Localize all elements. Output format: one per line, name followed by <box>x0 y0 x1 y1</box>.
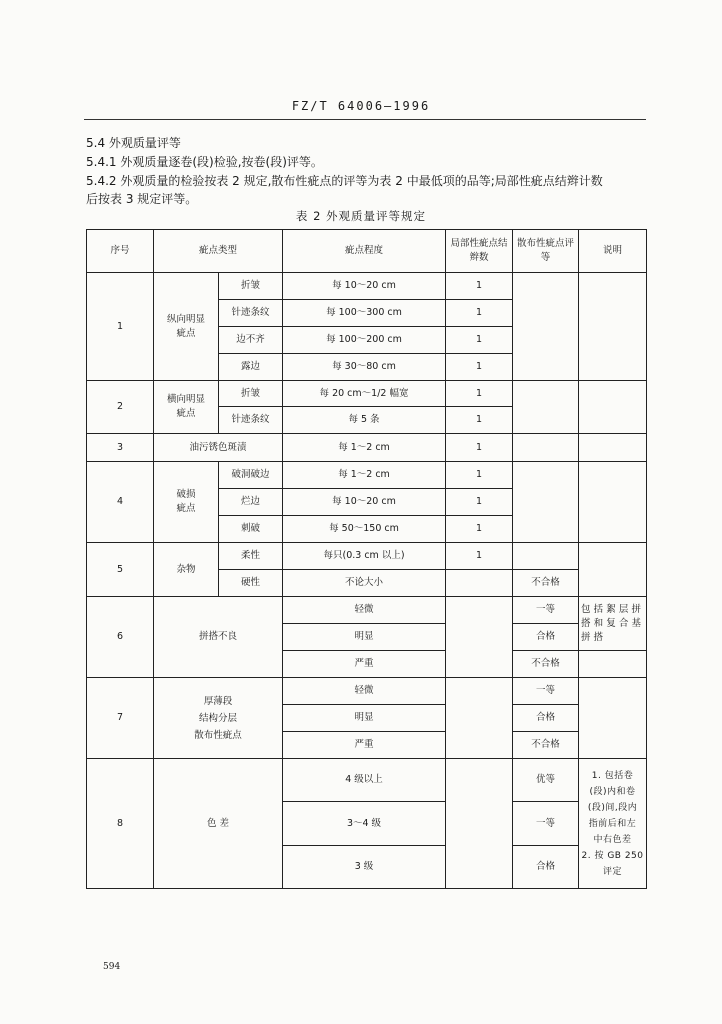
note-line: (段)间,段内 <box>587 802 638 813</box>
scatter-grade: 合格 <box>513 624 579 651</box>
note-empty <box>579 462 647 543</box>
defect-subtype: 破洞破边 <box>219 462 283 489</box>
defect-degree: 每 30～80 cm <box>283 354 446 381</box>
defect-subtype: 刺破 <box>219 516 283 543</box>
local-count: 1 <box>446 462 513 489</box>
note-empty <box>579 678 647 759</box>
defect-subtype: 露边 <box>219 354 283 381</box>
scatter-grade-empty <box>513 273 579 381</box>
table-row <box>87 678 647 705</box>
defect-category: 拼搭不良 <box>154 597 283 678</box>
header-note: 说明 <box>579 230 647 273</box>
defect-degree: 每 1～2 cm <box>283 434 446 462</box>
local-count: 1 <box>446 516 513 543</box>
local-count: 1 <box>446 489 513 516</box>
defect-degree: 3 级 <box>283 846 446 889</box>
defect-degree: 每 5 条 <box>283 407 446 434</box>
table-row <box>87 273 647 300</box>
scatter-grade-empty <box>513 381 579 434</box>
scatter-grade: 不合格 <box>513 732 579 759</box>
row-no: 7 <box>87 678 154 759</box>
table-caption: 表 2 外观质量评等规定 <box>295 209 427 223</box>
defect-subtype: 针迹条纹 <box>219 300 283 327</box>
defect-subtype: 硬性 <box>219 570 283 597</box>
scatter-grade: 不合格 <box>513 651 579 678</box>
local-count: 1 <box>446 354 513 381</box>
note-line: 1. 包括卷 <box>591 770 634 781</box>
defect-degree: 轻微 <box>283 597 446 624</box>
header-rule <box>84 119 646 120</box>
note-empty <box>579 273 647 381</box>
note-line: 指前后和左 <box>588 818 637 829</box>
header-type: 疵点类型 <box>154 230 283 273</box>
note-empty <box>579 434 647 462</box>
header-scatter: 散布性疵点评等 <box>513 230 579 273</box>
header-no: 序号 <box>87 230 154 273</box>
defect-degree: 严重 <box>283 732 446 759</box>
defect-subtype: 折皱 <box>219 273 283 300</box>
standard-code-header: FZ/T 64006—1996 <box>291 99 431 113</box>
category-line: 结构分层 <box>199 712 238 724</box>
row-no: 8 <box>87 759 154 889</box>
defect-degree: 每 1～2 cm <box>283 462 446 489</box>
defect-category: 色 差 <box>154 759 283 889</box>
defect-subtype: 针迹条纹 <box>219 407 283 434</box>
category-line: 散布性疵点 <box>194 729 242 741</box>
defect-degree: 不论大小 <box>283 570 446 597</box>
defect-degree: 明显 <box>283 624 446 651</box>
table-row <box>87 434 647 462</box>
note-text <box>579 759 647 889</box>
defect-degree: 每 100～300 cm <box>283 300 446 327</box>
section-5-4-1-text: 5.4.1 外观质量逐卷(段)检验,按卷(段)评等。 <box>86 155 323 169</box>
scatter-grade: 一等 <box>513 678 579 705</box>
table-row <box>87 543 647 570</box>
local-count-empty <box>446 597 513 678</box>
table-row <box>87 381 647 407</box>
note-empty <box>579 651 647 678</box>
defect-degree: 4 级以上 <box>283 759 446 802</box>
scatter-grade <box>513 543 579 570</box>
scatter-grade: 不合格 <box>513 570 579 597</box>
scatter-grade: 一等 <box>513 597 579 624</box>
defect-degree: 每 10～20 cm <box>283 273 446 300</box>
note-text: 包括絮层拼搭和复合基拼搭 <box>579 597 647 651</box>
note-empty <box>579 381 647 434</box>
defect-subtype: 折皱 <box>219 381 283 407</box>
scatter-grade: 一等 <box>513 802 579 846</box>
defect-degree: 每 50～150 cm <box>283 516 446 543</box>
local-count: 1 <box>446 381 513 407</box>
row-no: 5 <box>87 543 154 597</box>
local-count <box>446 570 513 597</box>
note-line: 2. 按 GB 250 <box>581 850 644 861</box>
defect-category: 油污锈色斑渍 <box>154 434 283 462</box>
local-count: 1 <box>446 273 513 300</box>
local-count: 1 <box>446 327 513 354</box>
note-empty <box>579 543 647 597</box>
defect-category: 破损疵点 <box>154 462 219 543</box>
defect-category: 杂物 <box>154 543 219 597</box>
local-count: 1 <box>446 434 513 462</box>
local-count: 1 <box>446 543 513 570</box>
section-5-4-2-text-line1: 5.4.2 外观质量的检验按表 2 规定,散布性疵点的评等为表 2 中最低项的品等;局部性疵点结辫计数 <box>86 174 603 188</box>
defect-degree: 严重 <box>283 651 446 678</box>
scatter-grade-empty <box>513 462 579 543</box>
note-line: 评定 <box>603 866 623 877</box>
local-count-empty <box>446 759 513 889</box>
defect-degree: 3～4 级 <box>283 802 446 846</box>
local-count: 1 <box>446 407 513 434</box>
section-5-4-heading: 5.4 外观质量评等 <box>86 136 181 150</box>
row-no: 6 <box>87 597 154 678</box>
table-row <box>87 759 647 802</box>
defect-degree: 每 100～200 cm <box>283 327 446 354</box>
local-count-empty <box>446 678 513 759</box>
defect-degree: 每只(0.3 cm 以上) <box>283 543 446 570</box>
row-no: 3 <box>87 434 154 462</box>
defect-category: 横向明显疵点 <box>154 381 219 434</box>
defect-category <box>154 678 283 759</box>
quality-grading-table <box>86 229 647 889</box>
note-line: 中右色差 <box>593 834 632 845</box>
defect-category: 纵向明显疵点 <box>154 273 219 381</box>
section-5-4-2-text-line2: 后按表 3 规定评等。 <box>86 192 198 206</box>
table-row <box>87 597 647 624</box>
defect-subtype: 烂边 <box>219 489 283 516</box>
row-no: 1 <box>87 273 154 381</box>
row-no: 2 <box>87 381 154 434</box>
local-count: 1 <box>446 300 513 327</box>
page-number: 594 <box>103 962 121 972</box>
defect-degree: 每 20 cm～1/2 幅宽 <box>283 381 446 407</box>
defect-subtype: 边不齐 <box>219 327 283 354</box>
note-line: (段)内和卷 <box>589 786 636 797</box>
row-no: 4 <box>87 462 154 543</box>
scatter-grade: 优等 <box>513 759 579 802</box>
header-local: 局部性疵点结辫数 <box>446 230 513 273</box>
scatter-grade: 合格 <box>513 705 579 732</box>
scatter-grade-empty <box>513 434 579 462</box>
scatter-grade: 合格 <box>513 846 579 889</box>
defect-degree: 轻微 <box>283 678 446 705</box>
table-row <box>87 462 647 489</box>
defect-degree: 每 10～20 cm <box>283 489 446 516</box>
defect-degree: 明显 <box>283 705 446 732</box>
category-line: 厚薄段 <box>203 695 233 707</box>
header-degree: 疵点程度 <box>283 230 446 273</box>
defect-subtype: 柔性 <box>219 543 283 570</box>
table-header-row <box>87 230 647 273</box>
